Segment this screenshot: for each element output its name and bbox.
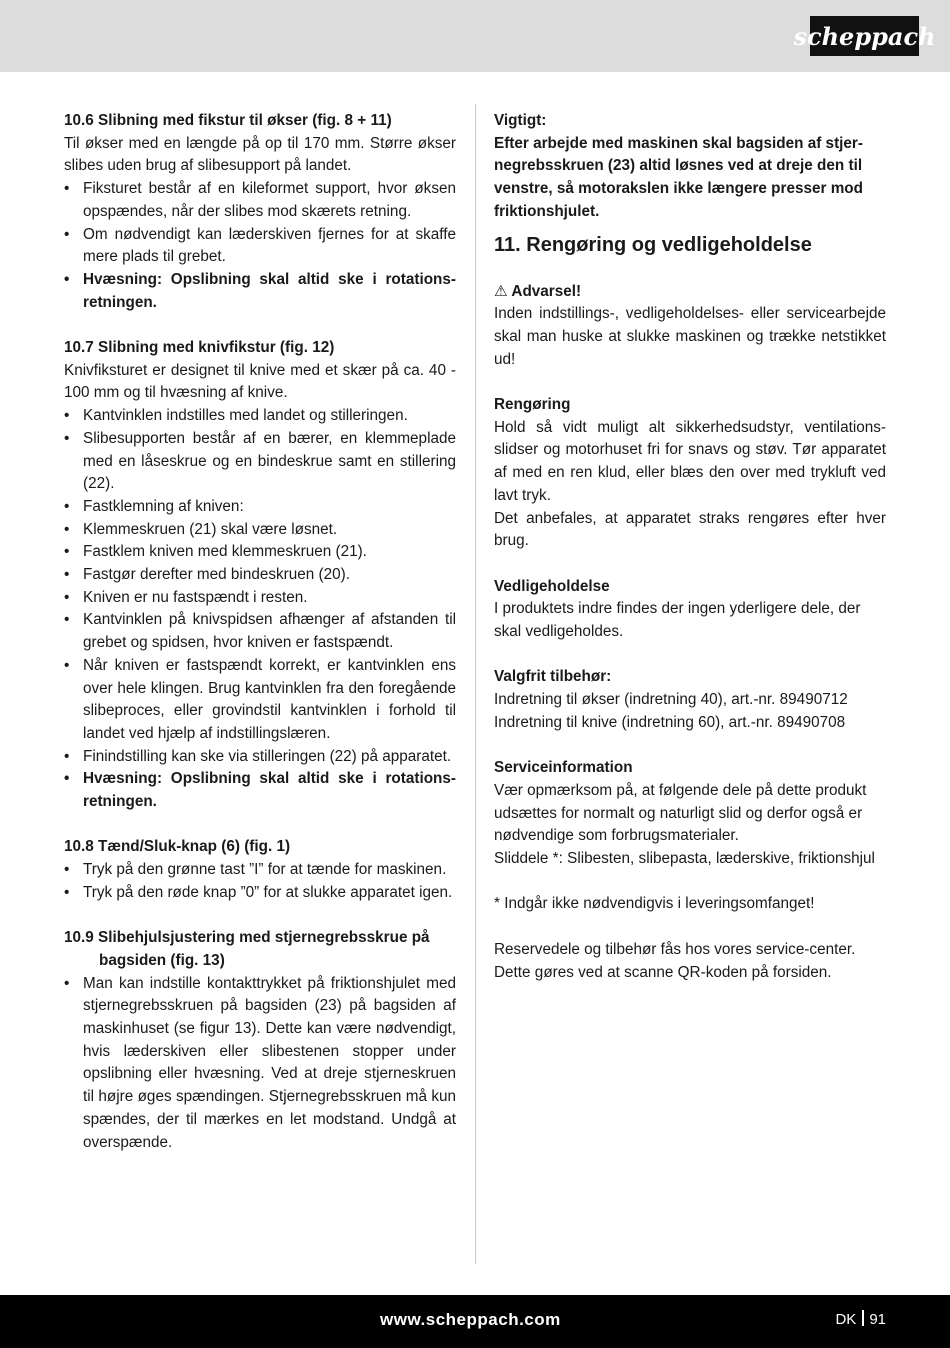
list-item: • Man kan indstille kontakttrykket på friktionshjulet med stjernegrebsskruen på bagsiden (23) på bagsiden af maskinhuset (se figur 13). Dette kan være nødvendigt, hvis læderskiven eller slibestenen stopper under opslibning eller hvæsning. Ved at dreje stjerneskruen til højre øges spændingen. Stjernegrebsskruen må kun spændes, der til mærkes en let modstand. Undgå at overspænde. [64, 973, 456, 1155]
footer-url: www.scheppach.com [380, 1310, 561, 1329]
section-intro: Knivfiksturet er designet til knive med et skær på ca. 40 - 100 mm og til hvæsning af knive. [64, 361, 456, 402]
list-item: • Kantvinklen på knivspidsen afhænger af afstanden til grebet og spidsen, hvor kniven er fastspændt. [64, 609, 456, 654]
language-code: DK [835, 1311, 857, 1328]
important-label: Vigtigt: [494, 112, 547, 129]
service-text: Vær opmærksom på, at følgende dele på dette produkt udsættes for normalt og naturligt slid og derfor også er nødvendige som forbrugsmaterialer. [494, 781, 867, 845]
list-item: • Fastklemning af kniven: [64, 496, 456, 519]
important-text: Efter arbejde med maskinen skal bagsiden af stjernegrebsskruen (23) altid løsnes ved at dreje den til venstre, så motorakslen ikke længere presser mod friktionshjulet. [494, 134, 863, 220]
cleaning-title: Rengøring [494, 396, 571, 414]
list-item: • Slibesupporten består af en bærer, en klemmeplade med en låseskrue og en bindeskrue samt en stillering (22). [64, 428, 456, 496]
page-number: 91 [869, 1311, 886, 1328]
section-intro: Til økser med en længde på op til 170 mm. Større økser slibes uden brug af slibesupport på landet. [64, 134, 456, 175]
bullet-list [64, 859, 456, 904]
accessory-title: Valgfrit tilbehør: [494, 668, 612, 686]
warning-heading [494, 281, 886, 304]
bullet-list [64, 178, 456, 314]
page-indicator [835, 1310, 886, 1328]
warning-label: Advarsel! [511, 282, 582, 300]
bullet-list [64, 973, 456, 1155]
maintenance-title: Vedligeholdelse [494, 577, 610, 595]
section-title: 10.8 Tænd/Sluk-knap (6) (fig. 1) [64, 838, 291, 856]
spares-line: Dette gøres ved at scanne QR-koden på forsiden. [494, 963, 832, 981]
list-item: • Fastklem kniven med klemmeskruen (21). [64, 541, 456, 564]
section-10-8 [64, 836, 456, 904]
brand-logo: scheppach [810, 16, 919, 56]
section-title: 10.7 Slibning med knivfikstur (fig. 12) [64, 339, 335, 357]
accessory-line: Indretning til knive (indretning 60), art.-nr. 89490708 [494, 713, 846, 731]
list-item: • Fiksturet består af en kileformet support, hvor øksen opspændes, når der slibes mod skærets retning. [64, 178, 456, 223]
list-item: • Fastgør derefter med bindeskruen (20). [64, 564, 456, 587]
list-item: • Når kniven er fastspændt korrekt, er kantvinklen ens over hele klingen. Brug kantvinklen fra den foregående slibeproces, eller grovindstil kantvinklen i forhold til landet ved hjælp af indstillingslæren. [64, 655, 456, 746]
chapter-title: 11. Rengøring og vedligeholdelse [494, 233, 812, 256]
bullet-list [64, 405, 456, 814]
section-10-6 [64, 110, 456, 314]
list-item: • Tryk på den røde knap ”0” for at slukke apparatet igen. [64, 882, 456, 905]
list-item: • Kantvinklen indstilles med landet og stilleringen. [64, 405, 456, 428]
section-10-7 [64, 337, 456, 814]
cleaning-text-2: Det anbefales, at apparatet straks rengøres efter hver brug. [494, 509, 886, 550]
column-divider [475, 104, 476, 1264]
list-item: • Tryk på den grønne tast ”I” for at tænde for maskinen. [64, 859, 456, 882]
footnote: * Indgår ikke nødvendigvis i leveringsomfanget! [494, 895, 815, 913]
service-title: Serviceinformation [494, 759, 633, 777]
spares-line: Reservedele og tilbehør fås hos vores service-center. [494, 940, 856, 958]
list-item: • Finindstilling kan ske via stilleringen (22) på apparatet. [64, 746, 456, 769]
section-10-9 [64, 927, 456, 1154]
left-column [64, 110, 456, 1154]
cleaning-text: Hold så vidt muligt alt sikkerhedsudstyr, ventilationsslidser og motorhuset fri for snavs og støv. Tør apparatet af med en ren klud, eller blæs den over med trykluft ved lavt tryk. [494, 418, 886, 504]
service-text-2: Sliddele *: Slibesten, slibepasta, læderskive, friktionshjul [494, 850, 875, 868]
section-title: 10.9 Slibehjulsjustering med stjernegrebsskrue på bagsiden (fig. 13) [64, 929, 430, 969]
list-item: • Om nødvendigt kan læderskiven fjernes for at skaffe mere plads til grebet. [64, 224, 456, 269]
page-separator [862, 1310, 864, 1326]
maintenance-text: I produktets indre findes der ingen yderligere dele, der skal vedligeholdes. [494, 600, 861, 641]
list-item-bold: • Hvæsning: Opslibning skal altid ske i rotationsretningen. [64, 269, 456, 314]
list-item-bold: • Hvæsning: Opslibning skal altid ske i rotationsretningen. [64, 768, 456, 813]
warning-text: Inden indstillings-, vedligeholdelses- eller servicearbejde skal man huske at slukke maskinen og trække netstikket ud! [494, 305, 886, 368]
footer-bar [0, 1295, 950, 1348]
accessory-line: Indretning til økser (indretning 40), art.-nr. 89490712 [494, 691, 848, 709]
list-item: • Klemmeskruen (21) skal være løsnet. [64, 519, 456, 542]
right-column [494, 110, 886, 984]
list-item: • Kniven er nu fastspændt i resten. [64, 587, 456, 610]
section-title: 10.6 Slibning med fikstur til økser (fig. 8 + 11) [64, 112, 392, 129]
warning-icon: ⚠ [494, 282, 508, 300]
